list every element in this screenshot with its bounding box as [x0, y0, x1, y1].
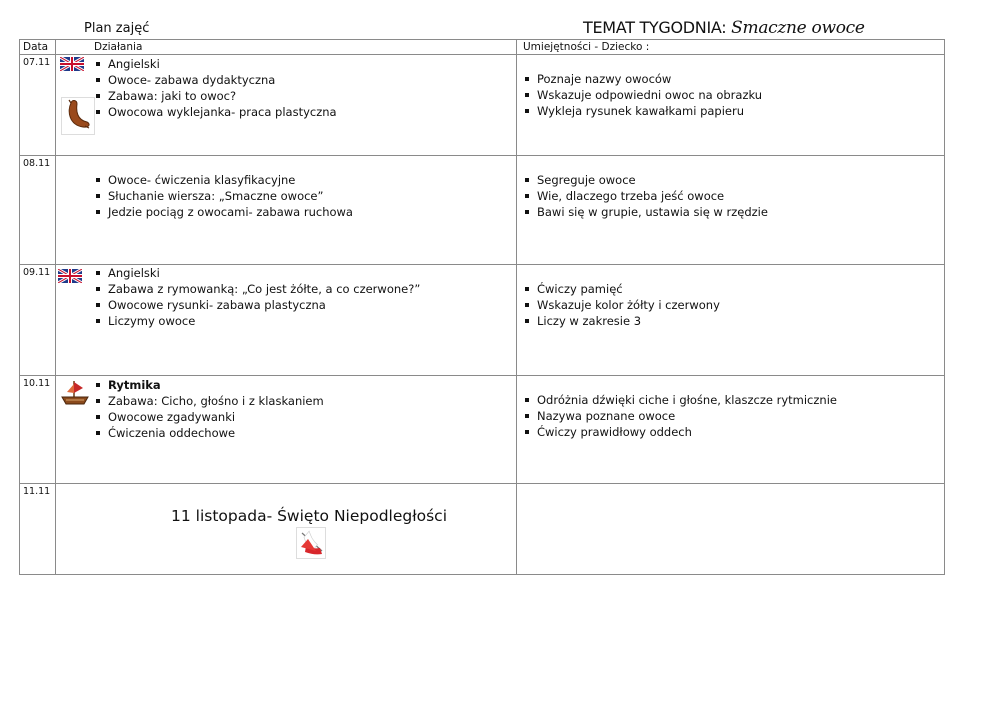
schedule-table — [19, 39, 945, 575]
skills-cell — [517, 265, 945, 376]
uk-flag-icon — [60, 57, 84, 71]
activity-item: Liczymy owoce — [94, 313, 516, 329]
activity-item: Słuchanie wiersza: „Smaczne owoce” — [94, 188, 516, 204]
row-date: 09.11 — [20, 265, 56, 376]
skill-item: Segreguje owoce — [523, 172, 944, 188]
activity-item: Owocowe rysunki- zabawa plastyczna — [94, 297, 516, 313]
week-theme — [583, 18, 865, 38]
skill-item: Liczy w zakresie 3 — [523, 313, 944, 329]
header-skills: Umiejętności - Dziecko : — [517, 40, 945, 55]
activity-item: Rytmika — [94, 377, 516, 393]
plan-title: Plan zajęć — [84, 21, 150, 36]
table-row — [20, 484, 945, 575]
skill-item: Ćwiczy pamięć — [523, 281, 944, 297]
activities-cell — [56, 265, 517, 376]
table-header-row — [20, 40, 945, 55]
skill-item: Bawi się w grupie, ustawia się w rzędzie — [523, 204, 944, 220]
theme-name: Smaczne owoce — [731, 18, 865, 38]
theme-label: TEMAT TYGODNIA: — [583, 18, 727, 37]
table-row — [20, 265, 945, 376]
skill-item: Odróżnia dźwięki ciche i głośne, klaszcze rytmicznie — [523, 392, 944, 408]
activity-item: Owocowa wyklejanka- praca plastyczna — [94, 104, 516, 120]
skill-item: Wskazuje odpowiedni owoc na obrazku — [523, 87, 944, 103]
table-row — [20, 55, 945, 156]
activity-item: Ćwiczenia oddechowe — [94, 425, 516, 441]
activity-item: Owoce- zabawa dydaktyczna — [94, 72, 516, 88]
row-date: 08.11 — [20, 156, 56, 265]
header-activities: Działania — [56, 40, 517, 55]
activity-item: Owocowe zgadywanki — [94, 409, 516, 425]
row-date: 10.11 — [20, 376, 56, 484]
row-date: 07.11 — [20, 55, 56, 156]
ship-icon — [60, 378, 90, 408]
table-row — [20, 376, 945, 484]
skill-item: Wskazuje kolor żółty i czerwony — [523, 297, 944, 313]
activity-item: Zabawa: Cicho, głośno i z klaskaniem — [94, 393, 516, 409]
holiday-title: 11 listopada- Święto Niepodległości — [171, 507, 448, 525]
skills-cell — [517, 55, 945, 156]
activity-item: Angielski — [94, 265, 516, 281]
table-row — [20, 156, 945, 265]
activities-cell — [56, 376, 517, 484]
activity-item: Zabawa: jaki to owoc? — [94, 88, 516, 104]
activities-cell — [56, 55, 517, 156]
skill-item: Ćwiczy prawidłowy oddech — [523, 424, 944, 440]
skills-cell — [517, 376, 945, 484]
sausage-icon — [61, 97, 95, 135]
activity-item: Zabawa z rymowanką: „Co jest żółte, a co czerwone?” — [94, 281, 516, 297]
activity-item: Owoce- ćwiczenia klasyfikacyjne — [94, 172, 516, 188]
row-date: 11.11 — [20, 484, 56, 575]
skill-item: Wykleja rysunek kawałkami papieru — [523, 103, 944, 119]
activity-item: Jedzie pociąg z owocami- zabawa ruchowa — [94, 204, 516, 220]
polish-flag-icon — [296, 527, 326, 559]
uk-flag-icon — [58, 269, 82, 283]
skills-cell — [517, 484, 945, 575]
activities-cell — [56, 484, 517, 575]
skill-item: Wie, dlaczego trzeba jeść owoce — [523, 188, 944, 204]
activity-item: Angielski — [94, 56, 516, 72]
skills-cell — [517, 156, 945, 265]
skill-item: Nazywa poznane owoce — [523, 408, 944, 424]
activities-cell — [56, 156, 517, 265]
skill-item: Poznaje nazwy owoców — [523, 71, 944, 87]
header-date: Data — [20, 40, 56, 55]
